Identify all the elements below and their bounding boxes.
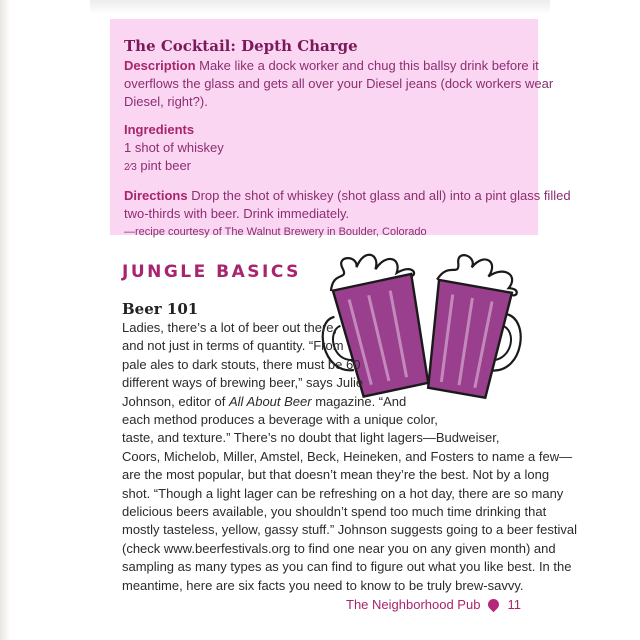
magazine-name: All About Beer: [228, 393, 312, 409]
body-line-2: and not just in terms of quantity. “From: [122, 338, 344, 354]
recipe-title: The Cocktail: Depth Charge: [124, 37, 358, 55]
body-line-9: are the most popular, but that doesn’t mean they’re the best. Not by a long: [122, 467, 550, 483]
leaf-icon: [486, 597, 502, 613]
body-line-13: (check www.beerfestivals.org to find one near you on any given month) and: [122, 540, 556, 556]
recipe-credit: —recipe courtesy of The Walnut Brewery in Boulder, Colorado: [124, 226, 427, 238]
beer-101-body: [122, 319, 577, 595]
body-line-7: taste, and texture.” There’s no doubt that light lagers—Budweiser,: [122, 430, 500, 446]
description-line-3: Diesel, right?).: [124, 94, 208, 109]
page-number: 11: [507, 597, 521, 612]
description-label: Description: [124, 58, 196, 73]
body-line-4: different ways of brewing beer,” says Julie: [122, 375, 364, 391]
body-line-10: shot. “Though a light lager can be refreshing on a hot day, there are so many: [122, 485, 564, 501]
description-line-1: Make like a dock worker and chug this ballsy drink before it: [195, 58, 539, 73]
beer-101-title: Beer 101: [122, 300, 199, 318]
body-line-1: Ladies, there’s a lot of beer out there,: [122, 320, 338, 335]
body-line-5: Johnson, editor of: [122, 393, 229, 409]
recipe-ingredients: [124, 121, 524, 177]
ingredient-2: [124, 157, 524, 177]
ingredient-1: 1 shot of whiskey: [124, 140, 224, 155]
description-line-2: overflows the glass and gets all over your Diesel jeans (dock workers wear: [124, 76, 554, 91]
recipe-description: [124, 57, 554, 111]
beer-101-section: [122, 300, 577, 595]
page-footer: [346, 597, 521, 612]
body-line-11: delicious beers available, you shouldn’t spend too much time drinking that: [122, 504, 547, 520]
body-line-14: sampling as many types as you can find to figure out what you like best. In the: [122, 559, 572, 575]
directions-label: Directions: [124, 188, 188, 203]
body-line-6: each method produces a beverage with a unique color,: [122, 412, 438, 428]
directions-line-2: two-thirds with beer. Drink immediately.: [124, 206, 350, 221]
page-edge: [0, 0, 10, 640]
body-line-5-tail: magazine. “And: [311, 393, 407, 409]
body-line-3: pale ales to dark stouts, there must be 60: [122, 356, 361, 372]
body-line-12: mostly tasteless, yellow, gassy stuff.” Johnson suggests going to a beer festival: [122, 522, 577, 538]
top-shadow: [90, 0, 550, 14]
directions-line-1: Drop the shot of whiskey (shot glass and all) into a pint glass filled: [187, 188, 571, 203]
ingredient-2-rest: pint beer: [136, 158, 191, 173]
recipe-directions: [124, 187, 571, 223]
chapter-name: The Neighborhood Pub: [346, 597, 481, 612]
body-line-8: Coors, Michelob, Miller, Amstel, Beck, Heineken, and Fosters to name a few—: [122, 448, 573, 464]
ingredient-2-fraction: 2⁄3: [124, 162, 137, 173]
body-line-15: meantime, here are six facts you need to know to be truly brew-savvy.: [122, 577, 524, 593]
section-heading: JUNGLE BASICS: [122, 262, 301, 282]
ingredients-label: Ingredients: [124, 122, 195, 137]
recipe-box: [110, 19, 571, 238]
